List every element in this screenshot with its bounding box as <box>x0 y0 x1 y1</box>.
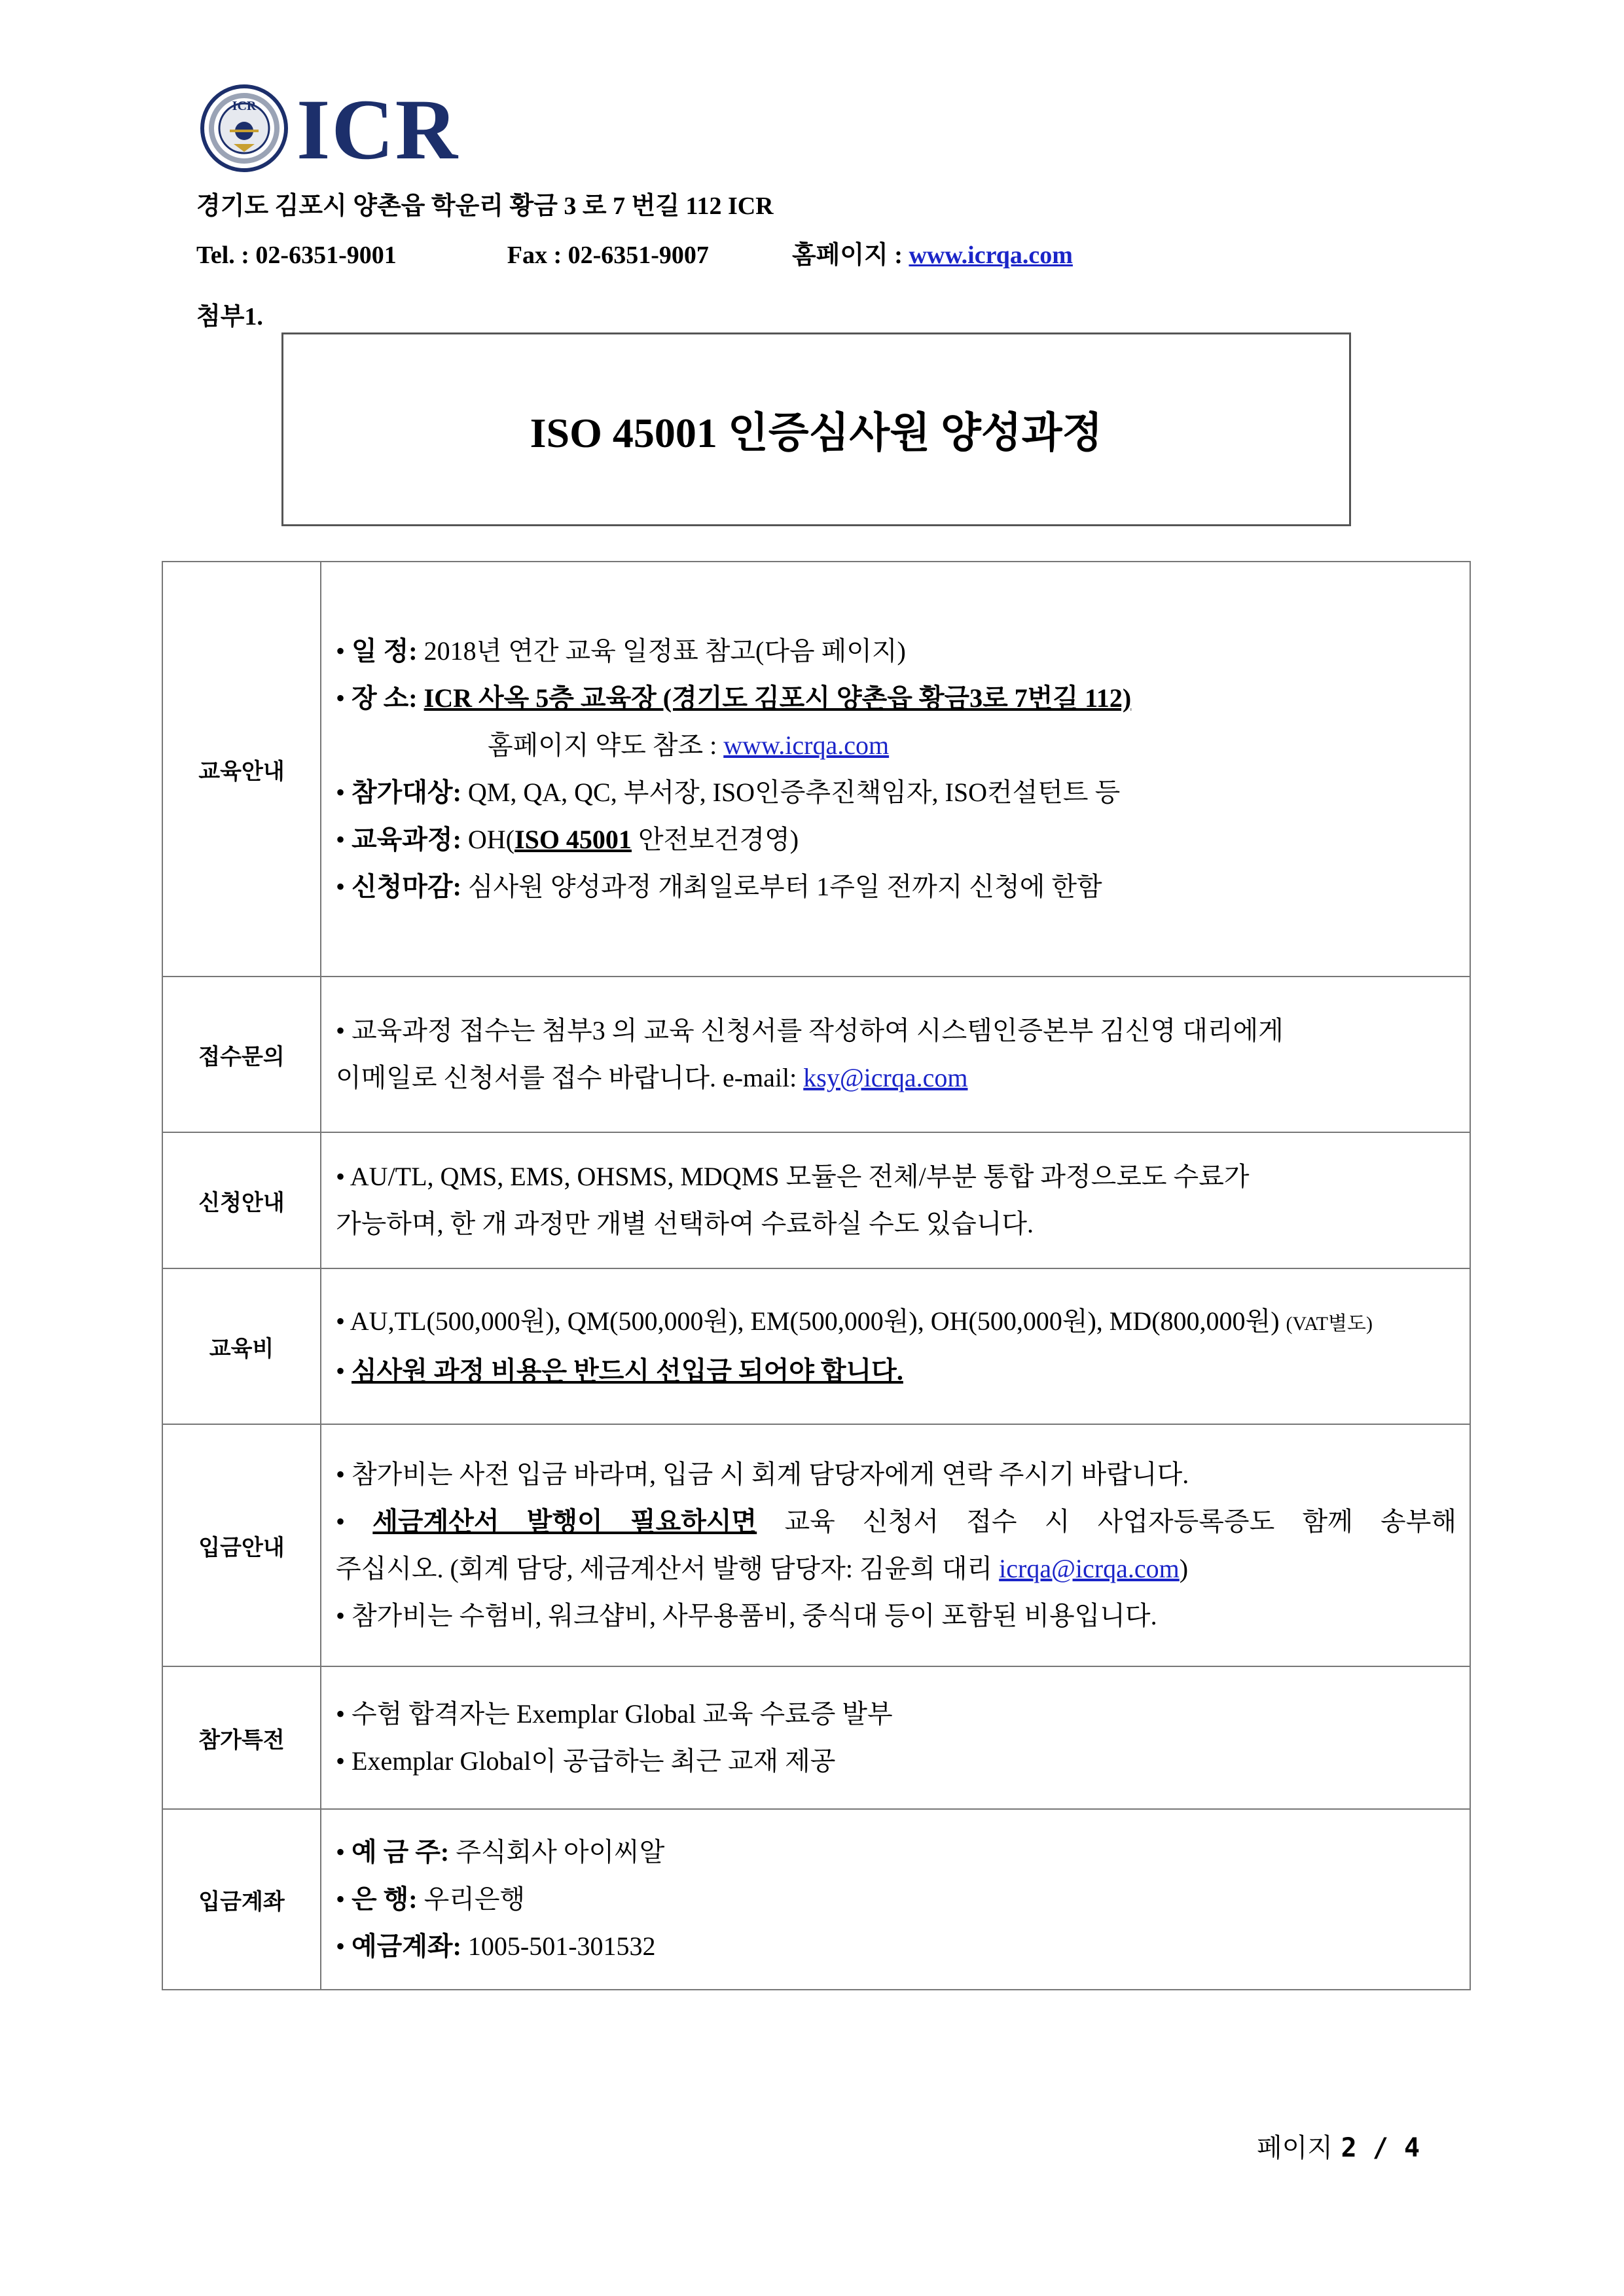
homepage-label: 홈페이지 : <box>791 242 903 269</box>
account-holder-line: • 예 금 주: 주식회사 아이씨알 <box>336 1837 665 1867</box>
logo-text: ICR <box>297 81 460 177</box>
row-inquiry <box>162 977 1470 1132</box>
row-content <box>321 1424 1470 1666</box>
row-label: 교육비 <box>162 1268 321 1424</box>
attachment-label: 첨부1. <box>196 303 263 331</box>
row-content <box>321 1666 1470 1809</box>
inquiry-email-link[interactable]: ksy@icrqa.com <box>803 1063 968 1092</box>
payment-line-2: • 세금계산서 발행이 필요하시면 교육 신청서 접수 시 사업자등록증도 함께 송부해 <box>336 1507 1456 1536</box>
info-table <box>162 561 1471 1990</box>
icr-logo <box>200 81 475 177</box>
account-number-line: • 예금계좌: 1005-501-301532 <box>336 1931 656 1961</box>
accounting-email-link[interactable]: icrqa@icrqa.com <box>999 1554 1180 1583</box>
course-title-box <box>281 332 1351 526</box>
row-benefit <box>162 1666 1470 1809</box>
contact-line <box>196 234 1073 270</box>
deadline-line: • 신청마감: 심사원 양성과정 개최일로부터 1주일 전까지 신청에 한함 <box>336 872 1102 901</box>
row-apply <box>162 1132 1470 1268</box>
target-line: • 참가대상: QM, QA, QC, 부서장, ISO인증추진책임자, ISO컨설턴트 등 <box>336 778 1121 807</box>
apply-line-2: 가능하며, 한 개 과정만 개별 선택하여 수료하실 수도 있습니다. <box>336 1209 1034 1238</box>
homepage-link[interactable]: www.icrqa.com <box>909 242 1073 269</box>
tel-number: Tel. : 02-6351-9001 <box>196 242 397 269</box>
row-content <box>321 1809 1470 1990</box>
place-sub-line: 홈페이지 약도 참조 : www.icrqa.com <box>488 730 890 760</box>
page-number: 페이지 2 / 4 <box>1257 2133 1420 2163</box>
row-content <box>321 1132 1470 1268</box>
fee-line-2: • 심사원 과정 비용은 반드시 선입금 되어야 합니다. <box>336 1356 903 1386</box>
row-content <box>321 562 1470 977</box>
place-map-link[interactable]: www.icrqa.com <box>723 730 890 760</box>
company-address: 경기도 김포시 양촌읍 학운리 황금 3 로 7 번길 112 ICR <box>196 192 774 220</box>
row-label: 참가특전 <box>162 1666 321 1809</box>
row-label: 입금안내 <box>162 1424 321 1666</box>
inquiry-line-1: • 교육과정 접수는 첨부3 의 교육 신청서를 작성하여 시스템인증본부 김신영 대리에게 <box>336 1016 1284 1045</box>
course-title: ISO 45001 인증심사원 양성과정 <box>530 410 1103 456</box>
row-payment <box>162 1424 1470 1666</box>
fax-number: Fax : 02-6351-9007 <box>507 242 709 269</box>
apply-line-1: • AU/TL, QMS, EMS, OHSMS, MDQMS 모듈은 전체/부분 통합 과정으로도 수료가 <box>336 1162 1250 1191</box>
payment-line-3: 주십시오. (회계 담당, 세금계산서 발행 담당자: 김윤희 대리 icrqa@icrqa.com) <box>336 1554 1189 1583</box>
benefit-line-1: • 수험 합격자는 Exemplar Global 교육 수료증 발부 <box>336 1699 893 1729</box>
place-line: • 장 소: ICR 사옥 5층 교육장 (경기도 김포시 양촌읍 황금3로 7번길 112) <box>336 683 1132 713</box>
payment-line-1: • 참가비는 사전 입금 바라며, 입금 시 회계 담당자에게 연락 주시기 바랍니다. <box>336 1460 1189 1489</box>
schedule-line: • 일 정: 2018년 연간 교육 일정표 참고(다음 페이지) <box>336 636 906 666</box>
bank-line: • 은 행: 우리은행 <box>336 1884 526 1914</box>
logo-seal-text: ICR <box>232 99 257 113</box>
vat-note: (VAT별도) <box>1286 1313 1373 1335</box>
row-label: 신청안내 <box>162 1132 321 1268</box>
benefit-line-2: • Exemplar Global이 공급하는 최근 교재 제공 <box>336 1746 836 1776</box>
course-line: • 교육과정: OH(ISO 45001 안전보건경영) <box>336 825 799 854</box>
row-label: 입금계좌 <box>162 1809 321 1990</box>
payment-line-4: • 참가비는 수험비, 워크샵비, 사무용품비, 중식대 등이 포함된 비용입니다. <box>336 1601 1157 1630</box>
fee-line-1: • AU,TL(500,000원), QM(500,000원), EM(500,000원), OH(500,000원), MD(800,000원) (VAT별도) <box>336 1306 1373 1336</box>
row-content <box>321 977 1470 1132</box>
logo-seal-icon <box>200 84 289 173</box>
row-account <box>162 1809 1470 1990</box>
inquiry-line-2: 이메일로 신청서를 접수 바랍니다. e-mail: ksy@icrqa.com <box>336 1063 968 1092</box>
row-education <box>162 562 1470 977</box>
row-label: 교육안내 <box>162 562 321 977</box>
row-content <box>321 1268 1470 1424</box>
row-fee <box>162 1268 1470 1424</box>
row-label: 접수문의 <box>162 977 321 1132</box>
